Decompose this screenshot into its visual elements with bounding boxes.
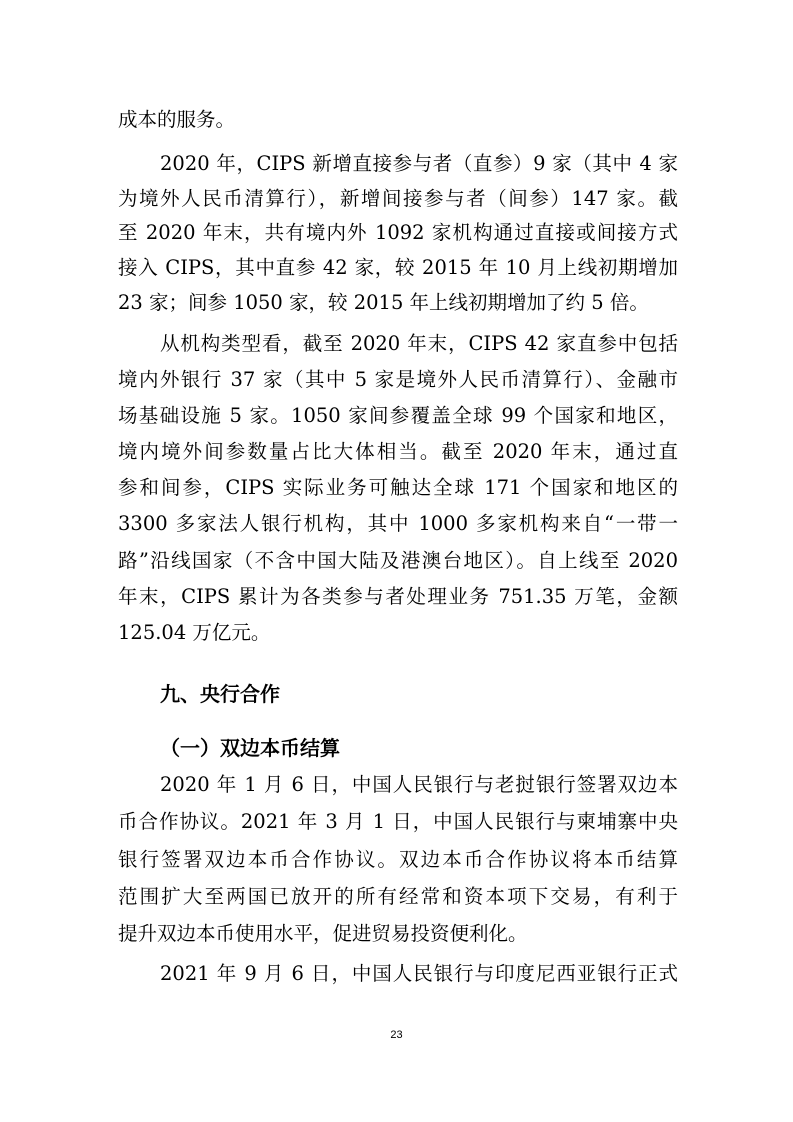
paragraph-line: 年末，CIPS 累计为各类参与者处理业务 751.35 万笔，金额 — [118, 585, 678, 608]
paragraph-line: 场基础设施 5 家。1050 家间参覆盖全球 99 个国家和地区， — [118, 404, 678, 427]
page-number: 23 — [390, 1029, 403, 1041]
section-heading: 九、央行合作 — [160, 682, 280, 706]
paragraph-line: 银行签署双边本币合作协议。双边本币合作协议将本币结算 — [118, 848, 678, 871]
paragraph-line: 境内外银行 37 家（其中 5 家是境外人民币清算行）、金融市 — [118, 368, 678, 391]
paragraph-line: 2020 年 1 月 6 日，中国人民银行与老挝银行签署双边本 — [160, 773, 678, 796]
paragraph-line: 125.04 万亿元。 — [118, 621, 271, 644]
subsection-heading: （一）双边本币结算 — [160, 736, 340, 760]
paragraph-line: 成本的服务。 — [118, 108, 236, 131]
paragraph-line: 接入 CIPS，其中直参 42 家，较 2015 年 10 月上线初期增加 — [118, 256, 678, 279]
paragraph-line: 3300 多家法人银行机构，其中 1000 多家机构来自“一带一 — [118, 512, 678, 535]
paragraph-line: 范围扩大至两国已放开的所有经常和资本项下交易，有利于 — [118, 885, 678, 908]
paragraph-line: 23 家；间参 1050 家，较 2015 年上线初期增加了约 5 倍。 — [118, 291, 649, 314]
paragraph-line: 至 2020 年末，共有境内外 1092 家机构通过直接或间接方式 — [118, 221, 678, 244]
paragraph-line: 路”沿线国家（不含中国大陆及港澳台地区）。自上线至 2020 — [118, 549, 678, 572]
paragraph-line: 为境外人民币清算行），新增间接参与者（间参）147 家。截 — [118, 187, 678, 210]
paragraph-line: 2021 年 9 月 6 日，中国人民银行与印度尼西亚银行正式 — [160, 962, 678, 985]
paragraph-line: 提升双边本币使用水平，促进贸易投资便利化。 — [118, 922, 528, 945]
paragraph-line: 境内境外间参数量占比大体相当。截至 2020 年末，通过直 — [118, 440, 678, 463]
paragraph-line: 从机构类型看，截至 2020 年末，CIPS 42 家直参中包括 — [160, 332, 678, 355]
paragraph-line: 参和间参，CIPS 实际业务可触达全球 171 个国家和地区的 — [118, 476, 678, 499]
paragraph-line: 2020 年，CIPS 新增直接参与者（直参）9 家（其中 4 家 — [160, 152, 678, 175]
paragraph-line: 币合作协议。2021 年 3 月 1 日，中国人民银行与柬埔寨中央 — [118, 810, 678, 833]
